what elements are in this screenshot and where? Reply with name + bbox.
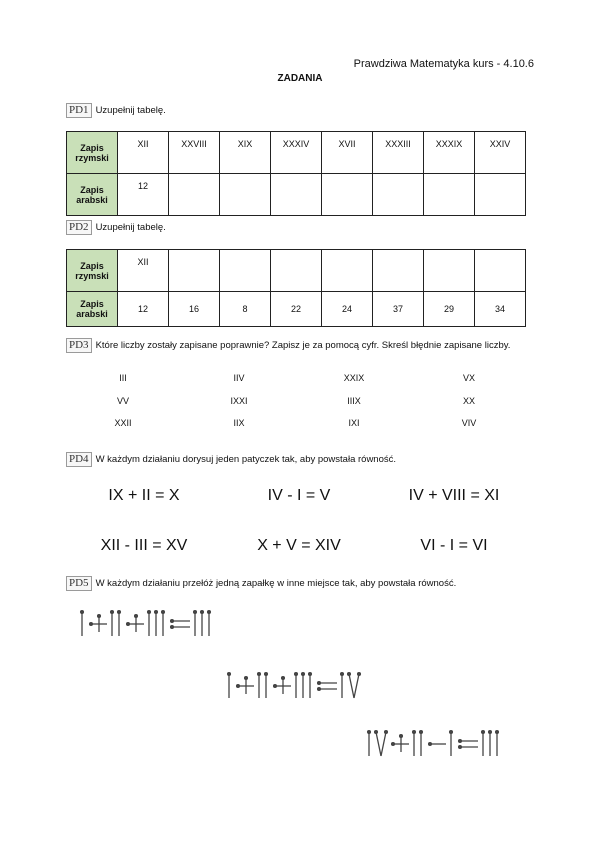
matchstick-head [111, 611, 114, 614]
numeral-item: IIX [233, 418, 245, 428]
matchstick-head [368, 731, 371, 734]
pd2-table [66, 249, 526, 327]
answer-cell[interactable] [169, 174, 220, 216]
answer-cell[interactable] [322, 250, 373, 292]
matchstick-head [237, 685, 240, 688]
numeral-item: XX [462, 396, 475, 406]
cell: 8 [220, 292, 271, 327]
numeral-item: IXXI [230, 396, 248, 406]
equation: IX + II = X [108, 487, 180, 504]
equation: X + V = XIV [257, 537, 341, 554]
answer-cell[interactable] [424, 250, 475, 292]
matchstick-head [258, 673, 261, 676]
matchstick-puzzle-3 [365, 726, 540, 760]
task-pd2 [66, 220, 536, 235]
matchstick-head [459, 746, 462, 749]
cell: 12 [118, 174, 169, 216]
answer-cell[interactable] [373, 174, 424, 216]
matchstick-head [482, 731, 485, 734]
matchstick [376, 732, 381, 756]
cell: XIX [220, 132, 271, 174]
answer-cell[interactable] [424, 174, 475, 216]
page-title: ZADANIA [277, 73, 323, 84]
answer-cell[interactable] [322, 174, 373, 216]
numeral-item: IIV [233, 373, 245, 383]
equation: VI - I = VI [420, 537, 488, 554]
task-badge: PD4 [66, 452, 92, 467]
numeral-item: XXIX [343, 373, 365, 383]
row-header: Zapis arabski [67, 292, 118, 327]
matchstick-head [420, 731, 423, 734]
matchstick-head [489, 731, 492, 734]
numeral-item: VIV [461, 418, 477, 428]
cell: XXXIV [271, 132, 322, 174]
pd1-table [66, 131, 526, 216]
matchstick-head [496, 731, 499, 734]
matchstick-head [450, 731, 453, 734]
matchstick-head [90, 623, 93, 626]
task-pd5 [66, 576, 536, 591]
cell: XII [118, 250, 169, 292]
matchstick-head [318, 688, 321, 691]
task-badge: PD3 [66, 338, 92, 353]
matchstick-head [162, 611, 165, 614]
matchstick-head [392, 743, 395, 746]
task-badge: PD2 [66, 220, 92, 235]
answer-cell[interactable] [220, 174, 271, 216]
cell: XXXIX [424, 132, 475, 174]
task-instruction: Uzupełnij tabelę. [95, 222, 166, 233]
task-instruction: W każdym działaniu dorysuj jeden patyczek tak, aby powstała równość. [95, 454, 397, 465]
matchstick-head [148, 611, 151, 614]
answer-cell[interactable] [271, 250, 322, 292]
row-header: Zapis rzymski [67, 132, 118, 174]
cell: 12 [118, 292, 169, 327]
answer-cell[interactable] [475, 250, 526, 292]
row-header: Zapis arabski [67, 174, 118, 216]
task-instruction: Które liczby zostały zapisane poprawnie? Zapisz je za pomocą cyfr. Skreśl błędnie zapisane liczby. [95, 340, 511, 351]
matchstick-head [208, 611, 211, 614]
numeral-item: XXII [114, 418, 132, 428]
matchstick-head [135, 615, 138, 618]
matchstick-head [302, 673, 305, 676]
matchstick-puzzle-1 [78, 606, 238, 640]
matchstick-head [400, 735, 403, 738]
matchstick-head [429, 743, 432, 746]
answer-cell[interactable] [373, 250, 424, 292]
course-title: Prawdziwa Matematyka kurs - 4.10.6 [353, 58, 534, 70]
cell: 34 [475, 292, 526, 327]
matchstick [354, 674, 359, 698]
matchstick [381, 732, 386, 756]
numeral-item: VX [462, 373, 475, 383]
equation: IV + VIII = XI [408, 487, 500, 504]
matchstick-head [265, 673, 268, 676]
matchstick-head [341, 673, 344, 676]
cell: XXVIII [169, 132, 220, 174]
answer-cell[interactable] [169, 250, 220, 292]
matchstick-head [127, 623, 130, 626]
task-badge: PD1 [66, 103, 92, 118]
matchstick-head [274, 685, 277, 688]
matchstick [349, 674, 354, 698]
numeral-item: VV [116, 396, 129, 406]
equation: XII - III = XV [100, 537, 188, 554]
matchstick-head [375, 731, 378, 734]
task-instruction: Uzupełnij tabelę. [95, 105, 166, 116]
equation: IV - I = V [267, 487, 331, 504]
answer-cell[interactable] [475, 174, 526, 216]
cell: 16 [169, 292, 220, 327]
cell: 24 [322, 292, 373, 327]
matchstick-head [318, 682, 321, 685]
matchstick-head [385, 731, 388, 734]
cell: 22 [271, 292, 322, 327]
matchstick-head [295, 673, 298, 676]
row-header: Zapis rzymski [67, 250, 118, 292]
matchstick-head [81, 611, 84, 614]
matchstick-puzzle-2 [225, 668, 385, 702]
task-pd3 [66, 338, 528, 353]
matchstick-head [98, 615, 101, 618]
cell: XXIV [475, 132, 526, 174]
matchstick-head [282, 677, 285, 680]
task-badge: PD5 [66, 576, 92, 591]
numeral-item: III [119, 373, 127, 383]
numeral-item: IXI [348, 418, 360, 428]
task-pd4 [66, 452, 536, 467]
matchstick-head [155, 611, 158, 614]
cell: XXXIII [373, 132, 424, 174]
task-pd1 [66, 103, 536, 118]
cell: XVII [322, 132, 373, 174]
answer-cell[interactable] [220, 250, 271, 292]
matchstick-head [194, 611, 197, 614]
cell: 29 [424, 292, 475, 327]
cell: XII [118, 132, 169, 174]
matchstick-head [118, 611, 121, 614]
matchstick-head [171, 626, 174, 629]
matchstick-head [459, 740, 462, 743]
matchstick-head [171, 620, 174, 623]
matchstick-head [413, 731, 416, 734]
matchstick-head [228, 673, 231, 676]
numeral-item: IIIX [347, 396, 361, 406]
cell: 37 [373, 292, 424, 327]
matchstick-head [358, 673, 361, 676]
task-instruction: W każdym działaniu przełóż jedną zapałkę w inne miejsce tak, aby powstała równość. [95, 578, 457, 589]
answer-cell[interactable] [271, 174, 322, 216]
matchstick-head [348, 673, 351, 676]
matchstick-head [309, 673, 312, 676]
matchstick-head [245, 677, 248, 680]
matchstick-head [201, 611, 204, 614]
